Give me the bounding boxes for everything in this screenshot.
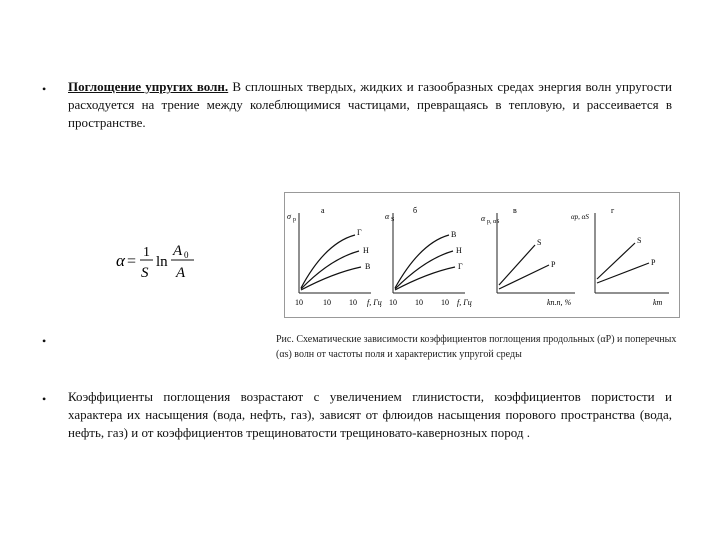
panel-a-label-v: В <box>365 262 371 271</box>
formula-num2-sub: 0 <box>184 250 189 260</box>
panel-b-tick-2: 10 <box>415 298 423 307</box>
formula-ln: ln <box>156 254 168 270</box>
formula-den: S <box>141 265 149 281</box>
panel-d-label-s: S <box>637 236 642 245</box>
panel-b <box>385 206 472 307</box>
bullet-2: • <box>42 334 47 348</box>
bullet-1: • <box>42 82 47 96</box>
panel-a-label-n: Н <box>363 246 369 255</box>
panel-b-tick-3: 10 <box>441 298 449 307</box>
paragraph-absorption <box>68 78 672 132</box>
panel-d-letter: г <box>611 206 615 215</box>
panel-b-ylabel: α <box>385 212 390 221</box>
panel-b-label-n: Н <box>456 246 462 255</box>
paragraph-coefficients: Коэффициенты поглощения возрастают с увеличением глинистости, коэффициентов пористости и характера их насыщения (вода, нефть, газ), зависят от флюидов насыщения порового пространства (вода, нефть, газ) и от коэффициентов трещиноватости трещиновато-кавернозных пород . <box>68 389 672 440</box>
panel-d-curve-p <box>597 263 649 283</box>
formula-den2: A <box>176 265 186 281</box>
panel-b-curve-g <box>395 267 455 290</box>
panel-c-ysub: р, αS <box>487 219 500 225</box>
paragraph-heading: Поглощение упругих волн. <box>68 79 229 94</box>
panel-b-letter: б <box>413 206 418 215</box>
panel-b-xlabel: f, Гц <box>457 298 472 307</box>
figure-caption: Рис. Схематические зависимости коэффициентов поглощения продольных (αP) и поперечных (αs) волн от частоты поля и характеристик упругой среды <box>276 334 677 360</box>
panel-a-tick-3: 10 <box>349 298 357 307</box>
panel-d-label-p: P <box>651 258 656 267</box>
panel-c-letter: в <box>513 206 517 215</box>
figure-absorption-curves <box>284 192 680 318</box>
panel-a-tick-2: 10 <box>323 298 331 307</box>
panel-a <box>287 206 382 307</box>
panel-a-xlabel: f, Гц <box>367 298 382 307</box>
panel-c-ylabel: α <box>481 214 486 223</box>
panel-b-label-v: В <box>451 230 457 239</box>
panel-a-curve-v <box>301 267 361 290</box>
panel-a-label-g: Г <box>357 228 362 237</box>
panel-a-curve-g <box>301 235 355 288</box>
panel-a-letter: а <box>321 206 325 215</box>
panel-b-label-g: Г <box>458 262 463 271</box>
panel-d-xlabel: kт <box>653 298 663 307</box>
panel-c-label-s: S <box>537 238 542 247</box>
panel-c-label-p: P <box>551 260 556 269</box>
formula-num2: A <box>173 243 183 259</box>
panel-c <box>481 206 575 307</box>
bullet-3: • <box>42 392 47 406</box>
panel-b-tick-1: 10 <box>389 298 397 307</box>
panel-d <box>571 206 669 307</box>
formula-num: 1 <box>143 245 150 260</box>
absorption-formula <box>116 238 204 284</box>
panel-b-ysub: S <box>391 217 395 223</box>
panel-a-ysub: р <box>293 217 296 223</box>
formula-alpha: α <box>116 251 125 270</box>
panel-a-tick-1: 10 <box>295 298 303 307</box>
panel-c-curve-s <box>499 245 535 285</box>
panel-d-curve-s <box>597 243 635 279</box>
panel-c-xlabel: kп.п, % <box>547 298 572 307</box>
panel-d-ylabel: αр, αS <box>571 213 589 221</box>
panel-b-curve-v <box>395 235 449 288</box>
paragraph-body: В сплошных твердых, жидких и газообразных средах энергия волн упругости расходуется на трение между колеблющимися частицами, превращаясь в тепловую, и рассеивается в пространстве. <box>68 79 673 130</box>
formula-eq: = <box>127 253 137 270</box>
panel-a-ylabel: σ <box>287 212 291 221</box>
